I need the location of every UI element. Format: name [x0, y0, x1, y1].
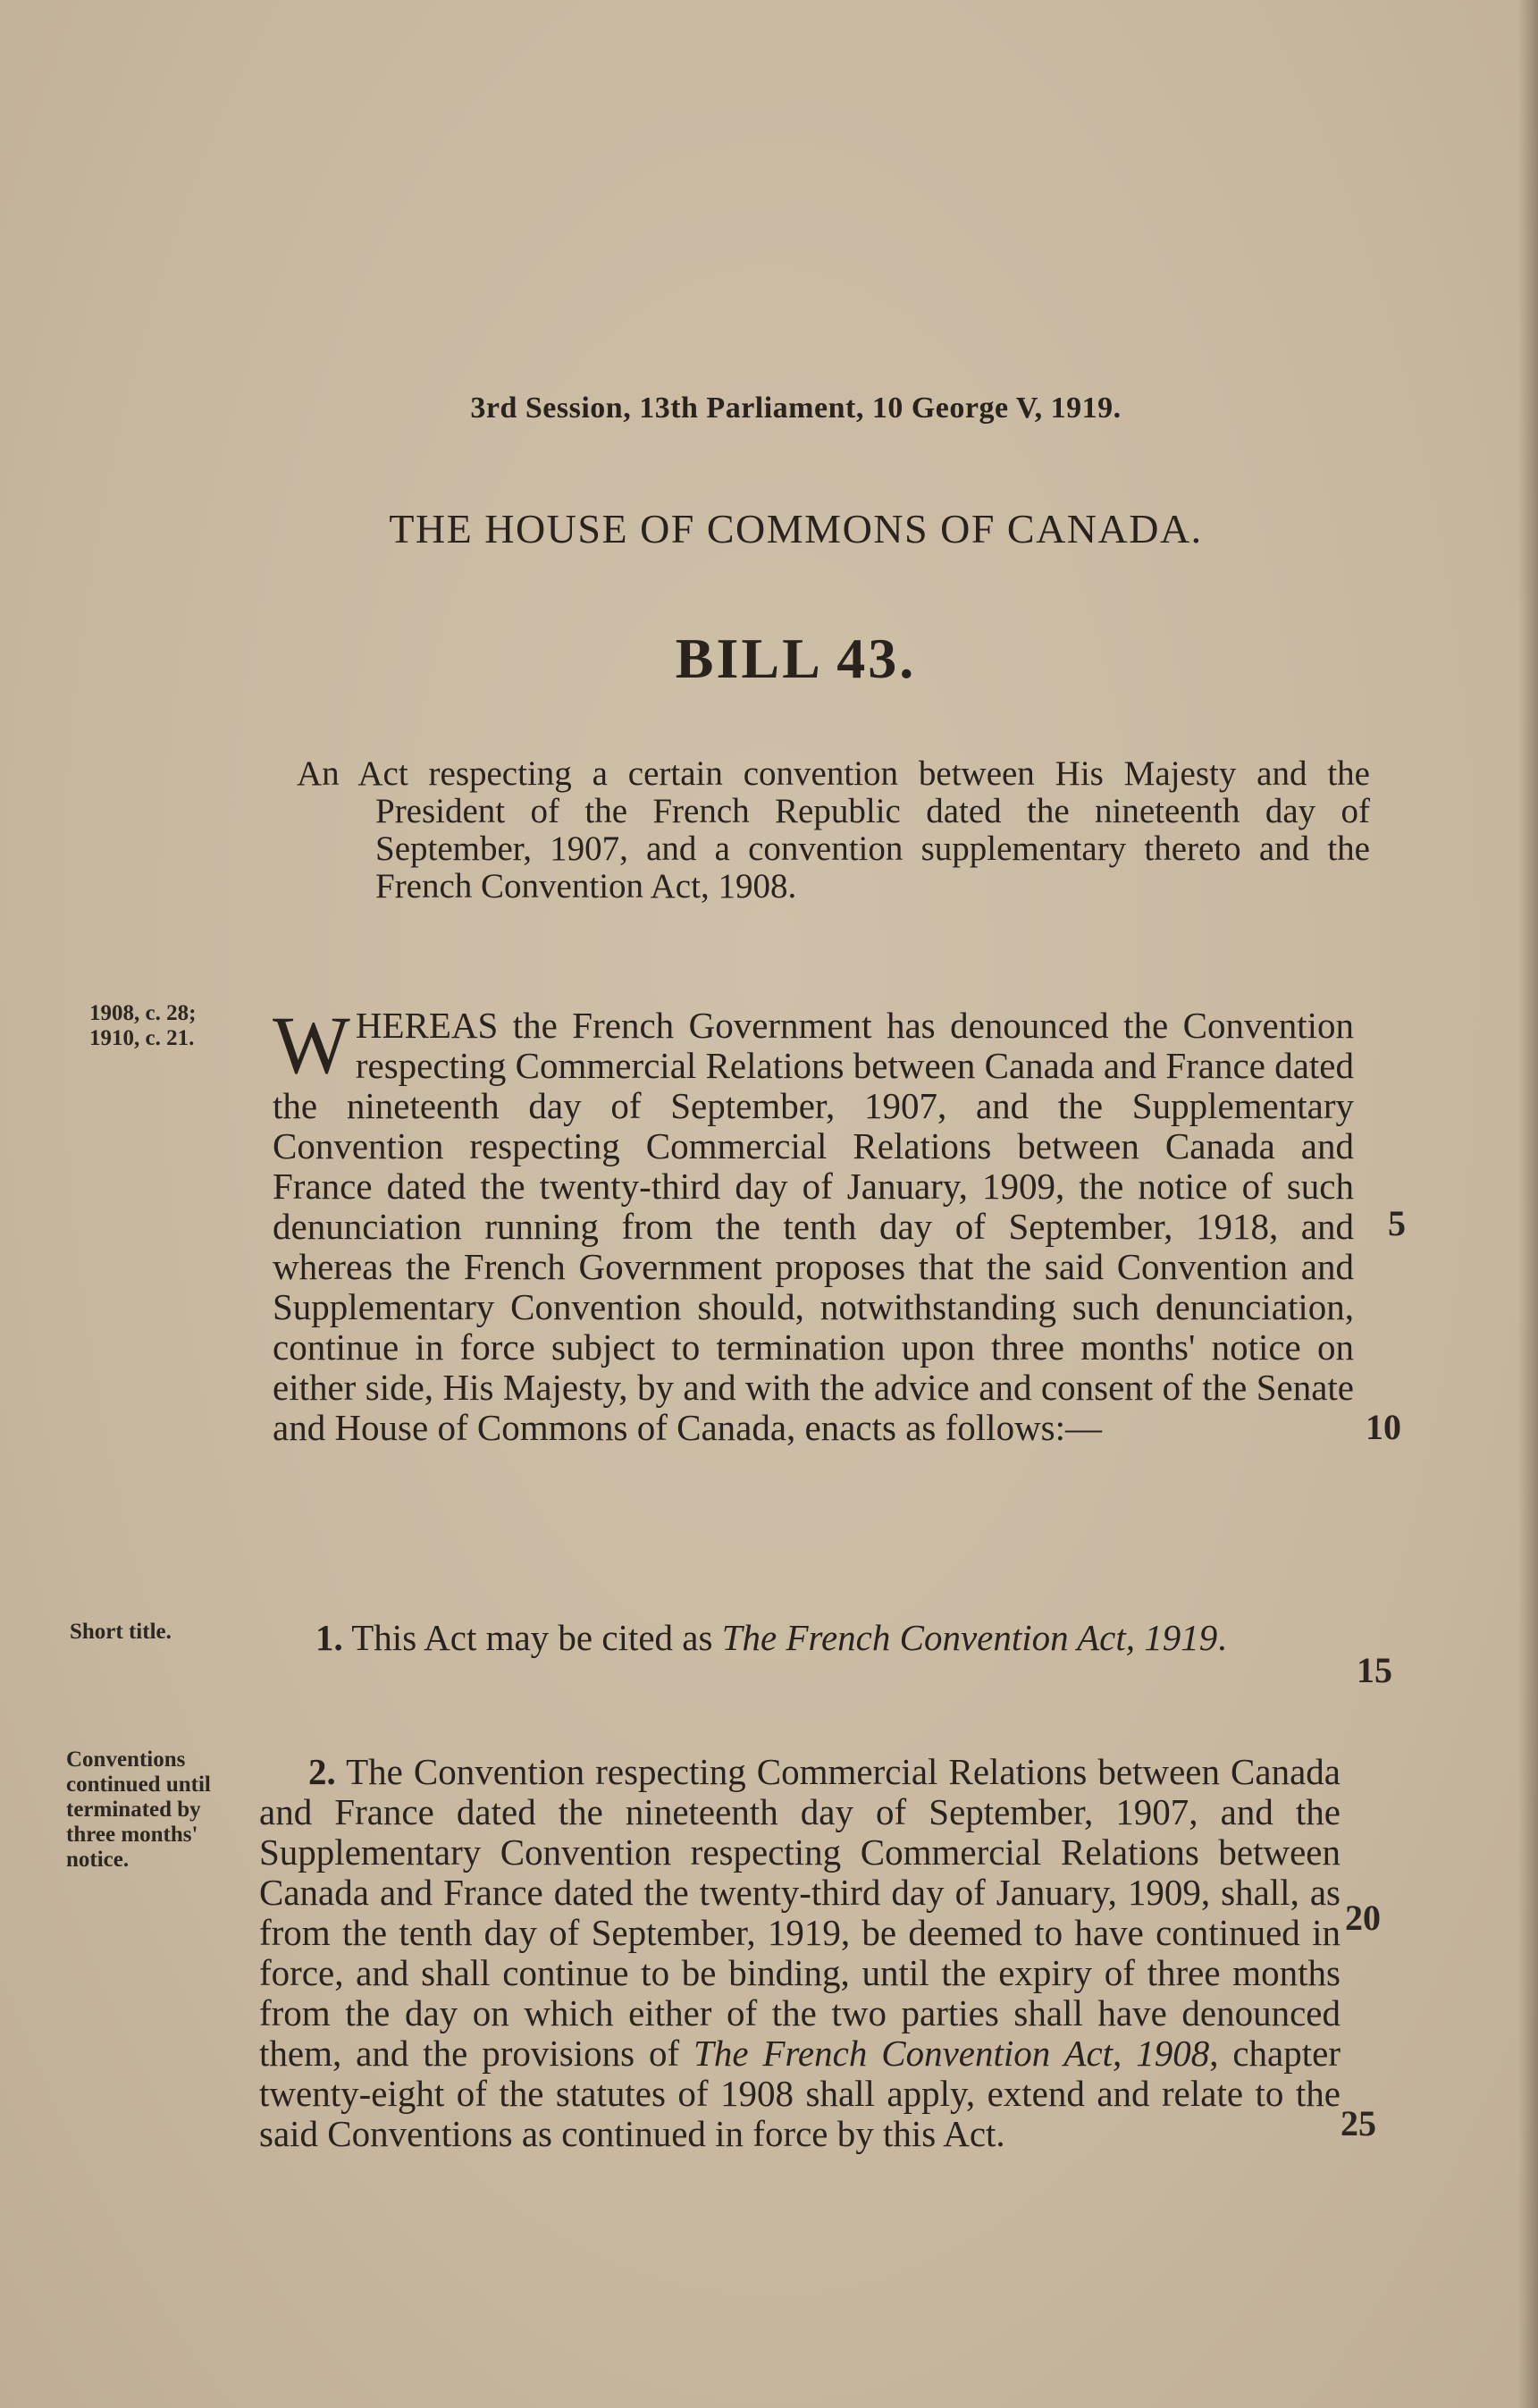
section1-margin-note: Short title. — [70, 1620, 172, 1644]
page-edge-shadow — [1518, 0, 1538, 2408]
long-title: An Act respecting a certain convention between His Majesty and the President of the French Republic dated the nineteenth day of September, 1907, and a convention supplementary thereto and the French Convention Act, 1908. — [297, 754, 1370, 905]
section2-margin-note: Conventions continued until terminated by three months' notice. — [66, 1747, 211, 1872]
line-number-20: 20 — [1345, 1898, 1381, 1938]
house-heading: THE HOUSE OF COMMONS OF CANADA. — [389, 506, 1203, 551]
bill-number: BILL 43. — [675, 627, 917, 690]
line-number-15: 15 — [1357, 1650, 1392, 1690]
section2-number: 2. — [308, 1751, 336, 1792]
section1-act-title: The French Convention Act, 1919 — [721, 1617, 1218, 1658]
section1-text-before: This Act may be cited as — [342, 1617, 722, 1658]
section2-act-title: The French Convention Act, 1908 — [693, 2033, 1210, 2074]
section1 — [273, 1618, 1354, 1658]
session-heading: 3rd Session, 13th Parliament, 10 George V, 1919. — [470, 392, 1122, 425]
preamble-margin-note-line2: 1910, c. 21. — [89, 1026, 195, 1050]
section1-text-after: . — [1217, 1617, 1227, 1658]
line-number-10: 10 — [1366, 1407, 1401, 1447]
section2 — [259, 1752, 1340, 2154]
preamble-dropcap: W — [273, 999, 350, 1090]
line-number-5: 5 — [1388, 1203, 1406, 1243]
preamble-margin-note-line1: 1908, c. 28; — [89, 1001, 197, 1025]
preamble-margin-note — [89, 1001, 241, 1051]
preamble — [273, 999, 1354, 1448]
preamble-text: HEREAS the French Government has denounced the Convention respecting Commercial Relations between Canada and France dated the nineteenth day of September, 1907, and the Supplementary Convention respecting Commercial Relations between Canada and France dated the twenty-third day of January, 1909, the notice of such denunciation running from the tenth day of September, 1918, and whereas the French Government proposes that the said Convention and Supplementary Convention should, notwithstanding such denunciation, continue in force subject to termination upon three months' notice on either side, His Majesty, by and with the advice and consent of the Senate and House of Commons of Canada, enacts as follows:— — [273, 1005, 1354, 1448]
section1-number: 1. — [315, 1617, 343, 1658]
line-number-25: 25 — [1340, 2103, 1376, 2143]
section2-text-after: , chapter twenty-eight of the statutes of 1908 shall apply, extend and relate to the said Conventions as continued in force by this Act. — [259, 2033, 1340, 2154]
section2-text-before: The Convention respecting Commercial Relations between Canada and France dated the nineteenth day of September, 1907, and the Supplementary Convention respecting Commercial Relations between Canada and France dated the twenty-third day of January, 1909, shall, as from the tenth day of September, 1919, be deemed to have continued in force, and shall continue to be binding, until the expiry of three months from the day on which either of the two parties shall have denounced them, and the provisions of — [259, 1751, 1340, 2074]
